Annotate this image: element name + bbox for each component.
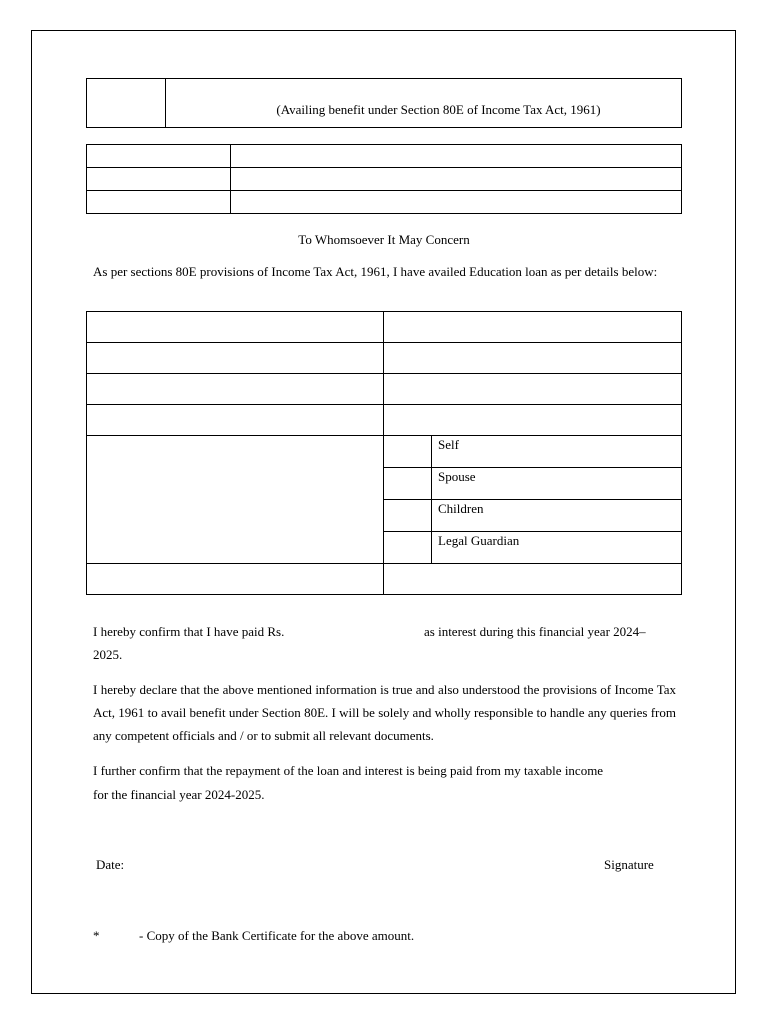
further-confirm-line1: I further confirm that the repayment of the loan and interest is being paid from my taxable income [93, 763, 604, 778]
relationship-checkbox-legal-guardian[interactable] [384, 532, 432, 564]
loan-row [87, 343, 682, 374]
salutation: To Whomsoever It May Concern [298, 232, 470, 247]
relationship-checkbox-spouse[interactable] [384, 468, 432, 500]
employee-info-table [86, 144, 682, 214]
intro-paragraph: As per sections 80E provisions of Income Tax Act, 1961, I have availed Education loan as per details below: [93, 264, 658, 279]
loan-row [87, 405, 682, 436]
loan-row [87, 312, 682, 343]
loan-row [87, 564, 682, 595]
relationship-option-spouse: Spouse [432, 468, 682, 500]
info-value-cell[interactable] [231, 145, 682, 168]
loan-details-table [86, 311, 682, 595]
loan-label-cell [87, 312, 384, 343]
interest-amount-blank[interactable] [312, 622, 417, 640]
footnote-text: - Copy of the Bank Certificate for the above amount. [139, 928, 415, 943]
interest-confirm-prefix: I hereby confirm that I have paid Rs. [93, 624, 285, 639]
relationship-row-self [87, 436, 682, 468]
footnote-marker: * [93, 928, 100, 943]
further-confirm-line2: for the financial year 2024-2025. [93, 787, 265, 802]
relationship-option-self: Self [432, 436, 682, 468]
relationship-label-cell [87, 436, 384, 564]
relationship-checkbox-self[interactable] [384, 436, 432, 468]
relationship-option-children: Children [432, 500, 682, 532]
loan-label-cell [87, 564, 384, 595]
header-blank-cell[interactable] [87, 79, 166, 128]
info-label-cell [87, 191, 231, 214]
header-title: (Availing benefit under Section 80E of Income Tax Act, 1961) [166, 79, 682, 128]
loan-label-cell [87, 405, 384, 436]
info-value-cell[interactable] [231, 191, 682, 214]
signature-label: Signature [604, 857, 654, 872]
info-row [87, 145, 682, 168]
interest-confirm-suffix: as interest during this financial year 2024– [424, 624, 646, 639]
loan-value-cell[interactable] [384, 564, 682, 595]
header-table [86, 78, 682, 128]
relationship-checkbox-children[interactable] [384, 500, 432, 532]
loan-value-cell[interactable] [384, 405, 682, 436]
info-label-cell [87, 145, 231, 168]
loan-value-cell[interactable] [384, 374, 682, 405]
loan-label-cell [87, 374, 384, 405]
info-row [87, 191, 682, 214]
interest-confirm-continuation: 2025. [93, 647, 123, 662]
info-value-cell[interactable] [231, 168, 682, 191]
declaration-paragraph: I hereby declare that the above mentioned information is true and also understood the provisions of Income Tax Act, 1961 to avail benefit under Section 80E. I will be solely and wholly responsible to handle any queries from any competent officials and / or to submit all relevant documents. [93, 682, 676, 743]
relationship-option-legal-guardian: Legal Guardian [432, 532, 682, 564]
loan-value-cell[interactable] [384, 312, 682, 343]
loan-value-cell[interactable] [384, 343, 682, 374]
date-label: Date: [96, 857, 125, 872]
loan-row [87, 374, 682, 405]
info-row [87, 168, 682, 191]
info-label-cell [87, 168, 231, 191]
loan-label-cell [87, 343, 384, 374]
